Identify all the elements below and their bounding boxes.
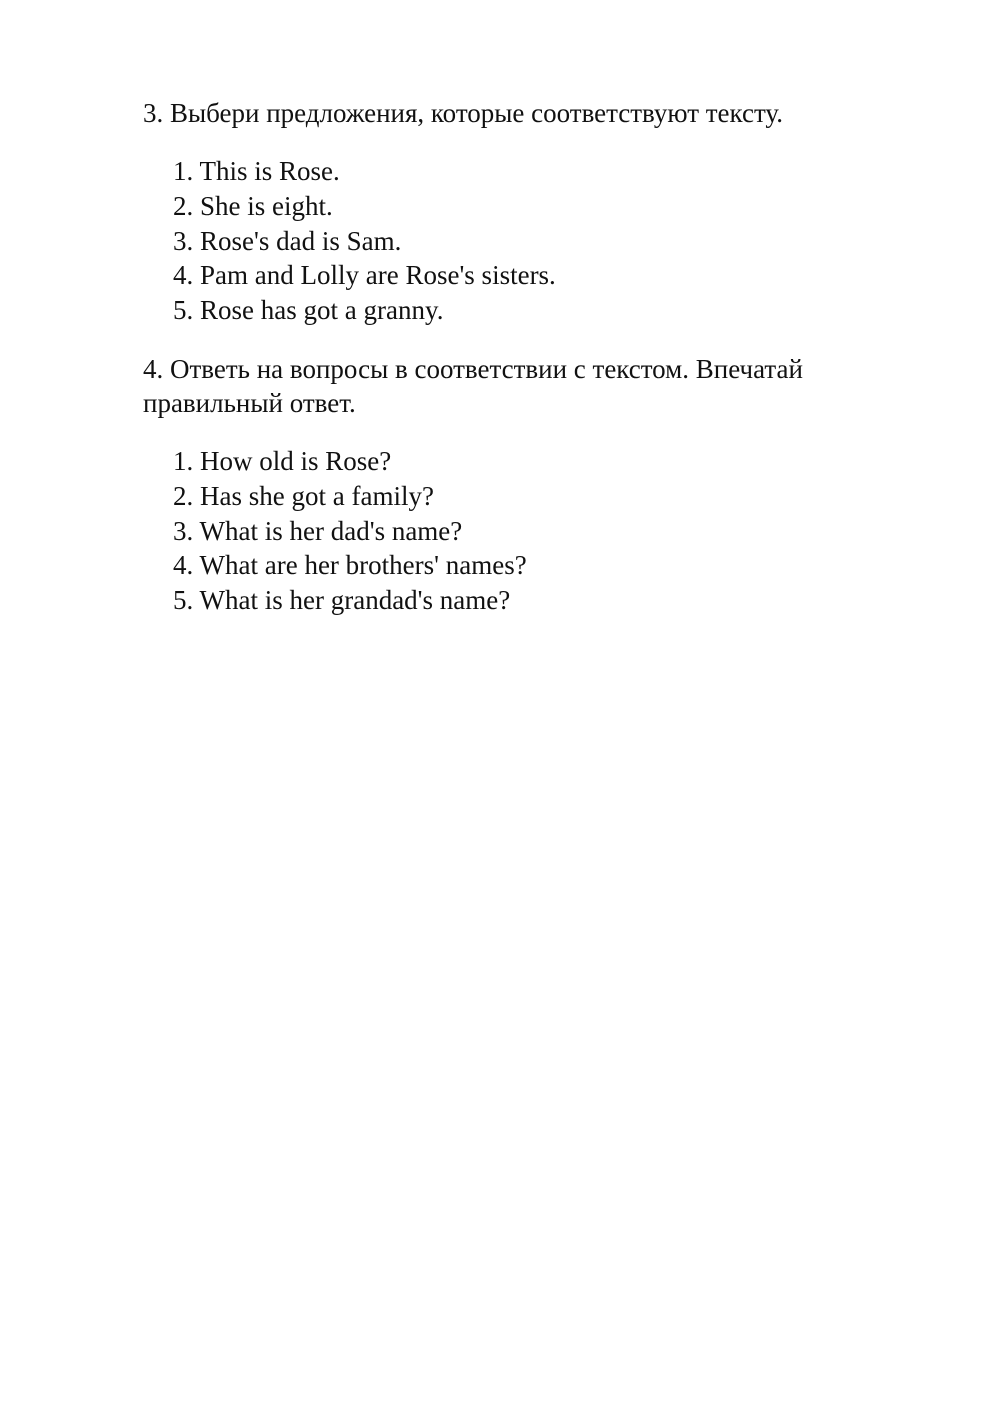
list-item [173,258,903,293]
item-number: 5. [173,295,194,326]
item-text: How old is Rose? [200,446,392,476]
item-text: Rose has got a granny. [200,295,444,326]
item-number: 5. [173,585,194,616]
list-item [173,444,903,479]
item-number: 4. [173,260,194,291]
item-text: She is eight. [200,190,333,221]
item-text: What is her grandad's name? [199,585,511,616]
list-item [173,548,903,583]
task-3-heading: 3. Выбери предложения, которые соответствуют тексту. [143,98,783,128]
task-4-section [143,352,903,618]
list-item [173,224,903,259]
item-number: 1. [173,446,194,476]
item-number: 3. [173,515,194,546]
item-text: Rose's dad is Sam. [200,225,402,256]
task-4-list [143,444,903,618]
item-text: This is Rose. [199,156,340,186]
task-3-section [143,96,903,328]
task-3-list [143,154,903,328]
task-4-heading: 4. Ответь на вопросы в соответствии с текстом. Впечатай правильный ответ. [143,354,803,418]
item-text: What is her dad's name? [199,515,463,546]
list-item [173,154,903,189]
list-item [173,479,903,514]
item-number: 2. [173,190,194,221]
list-item [173,293,903,328]
item-text: Has she got a family? [200,480,434,511]
item-text: Pam and Lolly are Rose's sisters. [200,260,556,291]
list-item [173,514,903,549]
item-number: 4. [173,550,194,581]
list-item [173,583,903,618]
item-number: 1. [173,156,194,186]
item-text: What are her brothers' names? [199,550,527,581]
list-item [173,189,903,224]
item-number: 3. [173,225,194,256]
item-number: 2. [173,480,194,511]
